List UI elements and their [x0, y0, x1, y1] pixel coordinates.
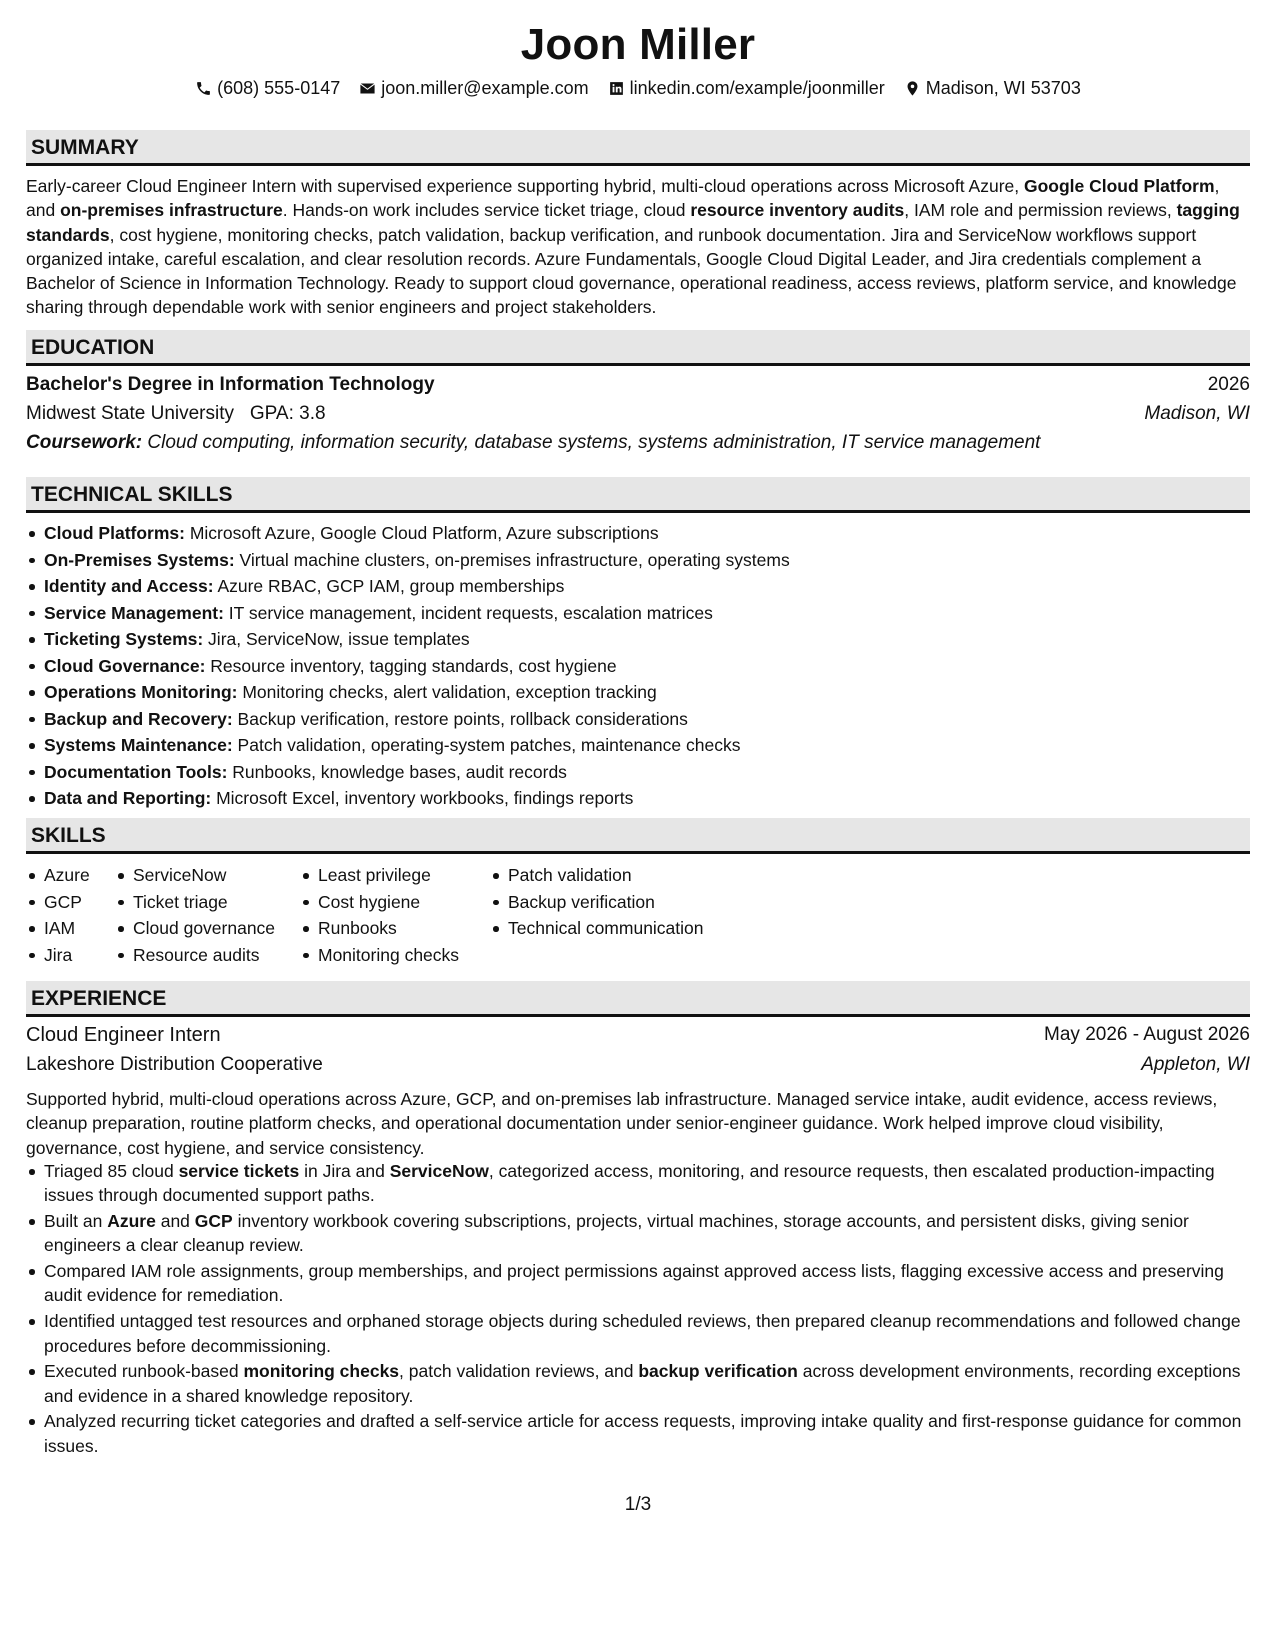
skill-item: Azure — [26, 862, 90, 889]
technical-skill-item — [26, 626, 790, 653]
technical-skill-item — [26, 573, 790, 600]
skill-category-values: Backup verification, restore points, rollback considerations — [232, 708, 688, 729]
company-name: Lakeshore Distribution Cooperative — [26, 1054, 323, 1075]
bold-phrase: ServiceNow — [389, 1161, 489, 1181]
contact-phone — [195, 78, 340, 99]
job-dates: May 2026 - August 2026 — [1044, 1024, 1250, 1045]
skill-item: Least privilege — [300, 862, 459, 889]
skill-category-values: Azure RBAC, GCP IAM, group memberships — [213, 576, 565, 596]
skills-column — [26, 862, 90, 968]
experience-bullet — [26, 1309, 1250, 1358]
bold-phrase: GCP — [194, 1211, 233, 1232]
skill-category-values: IT service management, incident requests, escalation matrices — [223, 602, 713, 623]
skill-item: Monitoring checks — [300, 942, 459, 969]
skill-category-values: Patch validation, operating-system patches, maintenance checks — [232, 735, 741, 755]
coursework-list: Cloud computing, information security, database systems, systems administration, IT service management — [147, 432, 1041, 453]
text-run: and — [155, 1211, 195, 1232]
skill-category-label: Backup and Recovery: — [44, 708, 233, 729]
technical-skill-item — [26, 706, 790, 733]
skill-category-values: Runbooks, knowledge bases, audit records — [227, 761, 567, 782]
technical-skill-item — [26, 679, 790, 706]
text-run: Identified untagged test resources and orphaned storage objects during scheduled reviews, then prepared cleanup recommendations and followed change procedures before decommissioning. — [44, 1311, 1241, 1356]
text-run: in Jira and — [299, 1161, 390, 1181]
phone-icon — [195, 80, 212, 97]
skills-column — [490, 862, 704, 942]
experience-bullet — [26, 1209, 1250, 1258]
technical-skills-list — [26, 520, 790, 812]
coursework-label: Coursework: — [26, 432, 143, 453]
bold-phrase: on-premises infrastructure — [60, 200, 283, 221]
text-run: Triaged 85 cloud — [44, 1161, 179, 1181]
summary-heading — [26, 130, 1250, 166]
experience-heading — [26, 981, 1250, 1017]
text-run: Built an — [44, 1211, 108, 1232]
skill-item: Cloud governance — [115, 915, 275, 942]
technical-skill-item — [26, 785, 790, 812]
bold-phrase: backup verification — [638, 1361, 798, 1382]
email-link[interactable]: joon.miller@example.com — [381, 78, 589, 98]
skill-category-values: Microsoft Excel, inventory workbooks, findings reports — [211, 788, 634, 808]
gpa: GPA: 3.8 — [249, 403, 326, 424]
technical-skills-heading — [26, 477, 1250, 513]
bold-phrase: service tickets — [178, 1161, 300, 1181]
map-pin-icon — [904, 80, 921, 97]
skills-heading — [26, 818, 1250, 854]
skill-category-values: Jira, ServiceNow, issue templates — [203, 629, 470, 649]
job-summary: Supported hybrid, multi-cloud operations across Azure, GCP, and on-premises lab infrastructure. Managed service intake, audit evidence, access reviews, cleanup preparation, routine platform checks, and operational documentation under senior-engineer guidance. Work helped improve cloud visibility, governance, cost hygiene, and service consistency. — [26, 1089, 1218, 1158]
skill-item: Cost hygiene — [300, 889, 459, 916]
skill-item: Backup verification — [490, 889, 704, 916]
linkedin-icon — [608, 80, 625, 97]
text-run: Early-career Cloud Engineer Intern with supervised experience supporting hybrid, multi-cloud operations across Microsoft Azure, — [26, 176, 1024, 196]
skill-item: Ticket triage — [115, 889, 275, 916]
skill-category-label: Cloud Platforms: — [44, 523, 185, 543]
skill-item: GCP — [26, 889, 90, 916]
experience-bullet — [26, 1159, 1250, 1208]
skill-category-label: Identity and Access: — [44, 576, 214, 596]
text-run: . Hands-on work includes service ticket triage, cloud — [282, 200, 691, 221]
skill-category-values: Monitoring checks, alert validation, exception tracking — [237, 682, 657, 702]
technical-skill-item — [26, 759, 790, 786]
skill-item: ServiceNow — [115, 862, 275, 889]
education-heading-text: EDUCATION — [31, 336, 155, 359]
degree-title: Bachelor's Degree in Information Technology — [26, 374, 435, 395]
resume-page — [26, 0, 1250, 1650]
skill-item: Patch validation — [490, 862, 704, 889]
text-run: , patch validation reviews, and — [399, 1361, 639, 1382]
skill-category-label: Ticketing Systems: — [44, 629, 204, 649]
contact-linkedin[interactable] — [608, 78, 885, 99]
contact-location — [904, 78, 1081, 99]
education-heading — [26, 330, 1250, 366]
job-location: Appleton, WI — [1141, 1054, 1250, 1075]
bold-phrase: resource inventory audits — [690, 200, 905, 221]
phone-text: (608) 555-0147 — [217, 78, 341, 98]
skill-category-label: Documentation Tools: — [44, 761, 228, 782]
skill-category-label: Service Management: — [44, 602, 224, 623]
technical-skills-heading-text: TECHNICAL SKILLS — [31, 483, 233, 506]
bold-phrase: tagging standards — [26, 200, 1240, 245]
skill-item: Resource audits — [115, 942, 275, 969]
skill-item: IAM — [26, 915, 90, 942]
contact-email[interactable] — [359, 78, 588, 99]
text-run: , cost hygiene, monitoring checks, patch validation, backup verification, and runbook documentation. Jira and ServiceNow workflows support organized intake, careful escalation, and clear resolution records. Azure Fundamentals, Google Cloud Digital Leader, and Jira credentials complement a Bachelor of Science in Information Technology. Ready to support cloud governance, operational readiness, access reviews, platform service, and knowledge sharing through dependable work with senior engineers and project stakeholders. — [26, 224, 1237, 318]
school-name: Midwest State University — [26, 403, 235, 424]
school-location: Madison, WI — [1144, 403, 1250, 424]
text-run: , and — [26, 176, 1220, 221]
skill-category-label: On-Premises Systems: — [44, 549, 235, 570]
experience-heading-text: EXPERIENCE — [31, 987, 167, 1010]
school-info — [26, 403, 326, 425]
text-run: , categorized access, monitoring, and resource requests, then escalated production-impacting issues through documented support paths. — [44, 1161, 1215, 1206]
experience-bullet — [26, 1409, 1250, 1458]
bold-phrase: monitoring checks — [243, 1361, 400, 1382]
skills-column — [300, 862, 459, 968]
text-run: Analyzed recurring ticket categories and drafted a self-service article for access requests, improving intake quality and first-response guidance for common issues. — [44, 1411, 1242, 1456]
text-run: across development environments, recording exceptions and evidence in a shared knowledge repository. — [44, 1361, 1241, 1406]
skill-category-label: Operations Monitoring: — [44, 682, 238, 702]
graduation-year: 2026 — [1207, 374, 1250, 395]
experience-bullet — [26, 1259, 1250, 1308]
experience-bullet — [26, 1359, 1250, 1408]
technical-skill-item — [26, 732, 790, 759]
summary-heading-text: SUMMARY — [31, 136, 139, 159]
text-run: , IAM role and permission reviews, — [904, 200, 1177, 221]
location-text: Madison, WI 53703 — [925, 78, 1081, 98]
page-indicator: 1/3 — [624, 1494, 652, 1515]
text-run: inventory workbook covering subscriptions, projects, virtual machines, storage accounts, and persistent disks, giving senior engineers a clear cleanup review. — [44, 1211, 1189, 1256]
skills-heading-text: SKILLS — [31, 824, 106, 847]
technical-skill-item — [26, 600, 790, 627]
linkedin-link[interactable]: linkedin.com/example/joonmiller — [629, 78, 885, 98]
text-run: Compared IAM role assignments, group memberships, and project permissions against approved access lists, flagging excessive access and preserving audit evidence for remediation. — [44, 1261, 1224, 1306]
technical-skill-item — [26, 547, 790, 574]
skill-category-values: Virtual machine clusters, on-premises infrastructure, operating systems — [234, 549, 790, 570]
envelope-icon — [359, 80, 376, 97]
skill-category-values: Resource inventory, tagging standards, cost hygiene — [205, 655, 617, 676]
skill-item: Technical communication — [490, 915, 704, 942]
skill-item: Jira — [26, 942, 90, 969]
skill-category-label: Cloud Governance: — [44, 655, 206, 676]
technical-skill-item — [26, 653, 790, 680]
job-title: Cloud Engineer Intern — [26, 1024, 221, 1046]
skills-column — [115, 862, 275, 968]
skill-category-label: Systems Maintenance: — [44, 735, 233, 755]
skill-category-label: Data and Reporting: — [44, 788, 212, 808]
technical-skill-item — [26, 520, 790, 547]
candidate-name: Joon Miller — [520, 20, 756, 69]
contact-bar — [26, 78, 1250, 102]
text-run: Executed runbook-based — [44, 1361, 244, 1382]
bold-phrase: Google Cloud Platform — [1023, 176, 1215, 196]
summary-paragraph — [26, 174, 1250, 320]
experience-bullets — [26, 1159, 1250, 1460]
skill-item: Runbooks — [300, 915, 459, 942]
bold-phrase: Azure — [107, 1211, 156, 1232]
skill-category-values: Microsoft Azure, Google Cloud Platform, Azure subscriptions — [184, 523, 659, 543]
